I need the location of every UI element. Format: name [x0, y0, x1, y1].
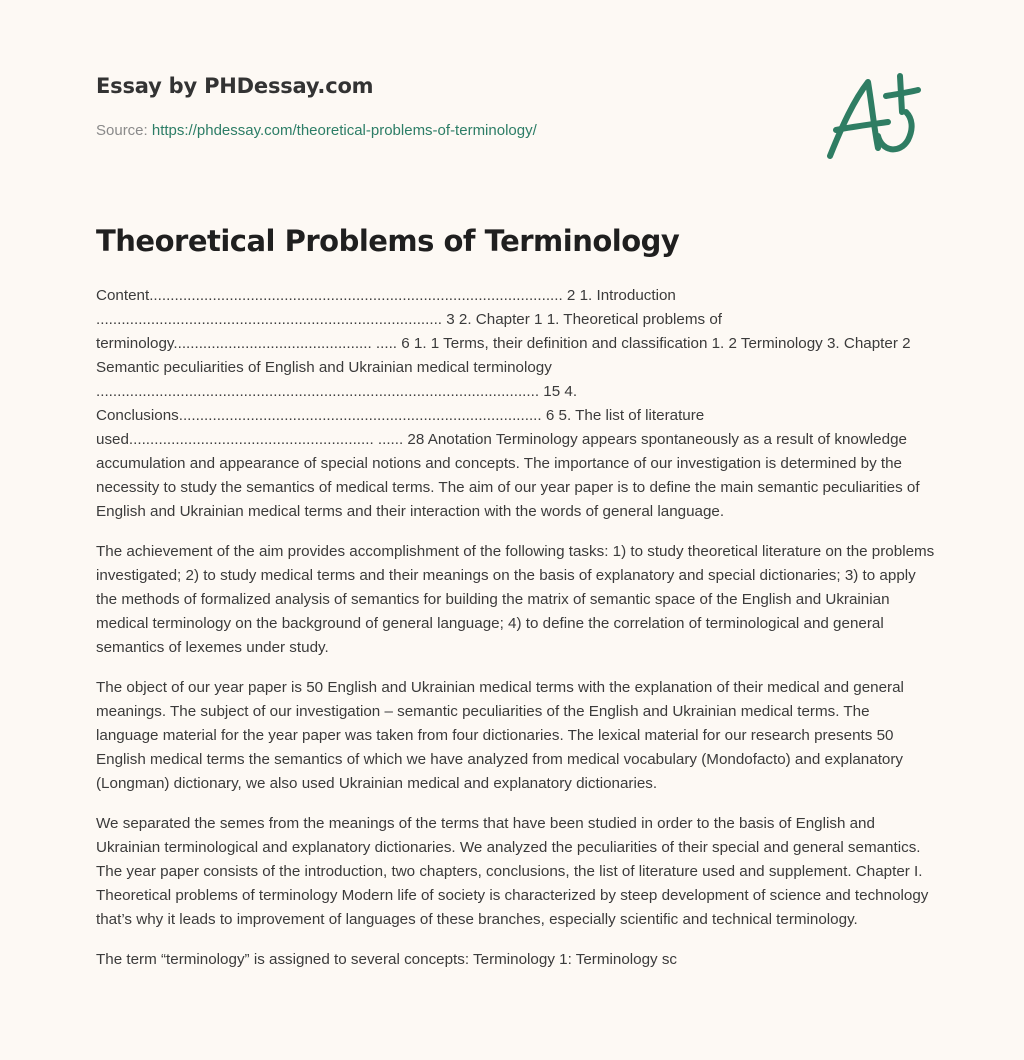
article-body: [96, 284, 936, 988]
paragraph: The object of our year paper is 50 English and Ukrainian medical terms with the explanation of their medical and general meanings. The subject of our investigation – semantic peculiarities of the English and Ukrainian medical terms. The language material for the year paper was taken from four dictionaries. The lexical material for our research presents 50 English medical terms the semantics of which we have analyzed from medical vocabulary (Mondofacto) and explanatory (Longman) dictionary, we also used Ukrainian medical and explanatory dictionaries.: [96, 679, 904, 792]
site-brand: Essay by PHDessay.com: [96, 74, 374, 98]
page-title: Theoretical Problems of Terminology: [96, 224, 680, 258]
paragraph: The achievement of the aim provides accomplishment of the following tasks: 1) to study theoretical literature on the problems investigated; 2) to study medical terms and their meanings on the basis of explanatory and special dictionaries; 3) to apply the methods of formalized analysis of semantics for building the matrix of semantic space of the English and Ukrainian medical terminology on the background of general language; 4) to define the correlation of terminological and general semantics of lexemes under study.: [96, 543, 935, 656]
source-label: Source:: [96, 122, 152, 139]
a-plus-grade-icon: [822, 66, 932, 166]
paragraph: Content.................................................................................................. 2 1. Introduction .................................................................................. 3 2. Chapter 1 1. Theoretical problems of terminology............................................... ..... 6 1. 1 Terms, their definition and classification 1. 2 Terminology 3. Chapter 2 Semantic peculiarities of English and Ukrainian medical terminology ......................................................................................................... 15 4. Conclusions...................................................................................... 6 5. The list of literature used.......................................................... ...... 28 Anotation Terminology appears spontaneously as a result of knowledge accumulation and appearance of special notions and concepts. The importance of our investigation is determined by the necessity to study the semantics of medical terms. The aim of our year paper is to define the main semantic peculiarities of English and Ukrainian medical terms and their interaction with the words of general language.: [96, 287, 920, 520]
source-line: [96, 122, 816, 139]
source-link[interactable]: https://phdessay.com/theoretical-problems-of-terminology/: [151, 122, 537, 139]
paragraph: The term “terminology” is assigned to several concepts: Terminology 1: Terminology sc: [96, 951, 678, 968]
paragraph: We separated the semes from the meanings of the terms that have been studied in order to the basis of English and Ukrainian terminological and explanatory dictionaries. We analyzed the peculiarities of their special and general semantics. The year paper consists of the introduction, two chapters, conclusions, the list of literature used and supplement. Chapter I. Theoretical problems of terminology Modern life of society is characterized by steep development of science and technology that’s why it leads to improvement of languages of these branches, especially scientific and technical terminology.: [96, 815, 929, 928]
page-header: [96, 74, 816, 139]
